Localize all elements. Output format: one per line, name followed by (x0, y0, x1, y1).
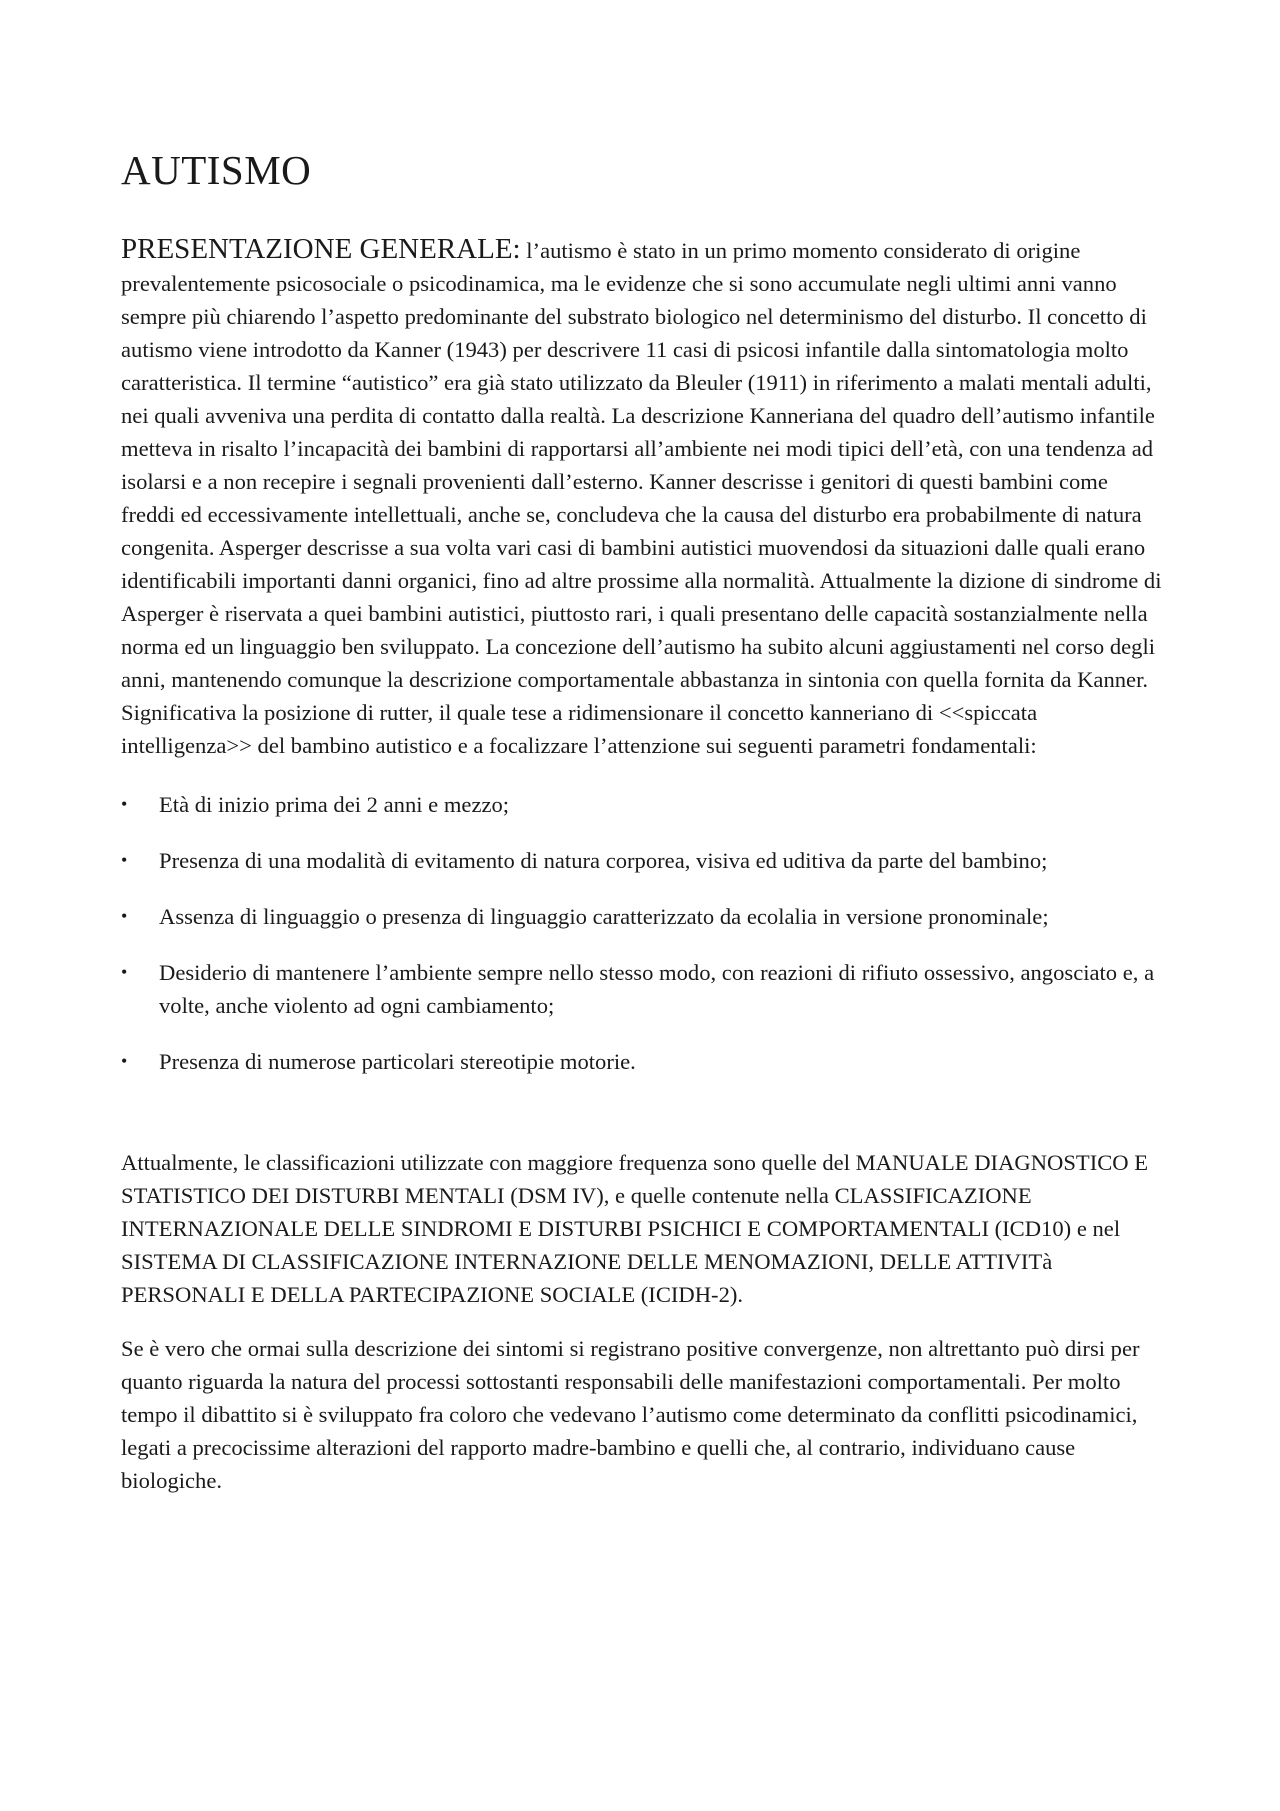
bullet-icon: • (121, 906, 128, 927)
classifications-paragraph: Attualmente, le classificazioni utilizzate con maggiore frequenza sono quelle del MANUALE DIAGNOSTICO E STATISTICO DEI DISTURBI MENTALI (DSM IV), e quelle contenute nella CLASSIFICAZIONE INTERNAZIONALE DELLE SINDROMI E DISTURBI PSICHICI E COMPORTAMENTALI (ICD10) e nel SISTEMA DI CLASSIFICAZIONE INTERNAZIONE DELLE MENOMAZIONI, DELLE ATTIVITà PERSONALI E DELLA PARTECIPAZIONE SOCIALE (ICIDH-2). (121, 1150, 1149, 1308)
list-item (121, 844, 1167, 877)
list-item-text: Presenza di numerose particolari stereotipie motorie. (159, 1049, 636, 1075)
list-item (121, 1045, 1167, 1078)
intro-text: l’autismo è stato in un primo momento considerato di origine prevalentemente psicosociale o psicodinamica, ma le evidenze che si sono accumulate negli ultimi anni vanno sempre più chiarendo l’aspetto predominante del substrato biologico nel determinismo del disturbo. Il concetto di autismo viene introdotto da Kanner (1943) per descrivere 11 casi di psicosi infantile dalla sintomatologia molto caratteristica. Il termine “autistico” era già stato utilizzato da Bleuler (1911) in riferimento a malati mentali adulti, nei quali avveniva una perdita di contatto dalla realtà. La descrizione Kanneriana del quadro dell’autismo infantile metteva in risalto l’incapacità dei bambini di rapportarsi all’ambiente nei modi tipici dell’età, con una tendenza ad isolarsi e a non recepire i segnali provenienti dall’esterno. Kanner descrisse i genitori di questi bambini come freddi ed eccessivamente intellettuali, anche se, concludeva che la causa del disturbo era probabilmente di natura congenita. Asperger descrisse a sua volta vari casi di bambini autistici muovendosi da situazioni dalle quali erano identificabili importanti danni organici, fino ad altre prossime alla normalità. Attualmente la dizione di sindrome di Asperger è riservata a quei bambini autistici, piuttosto rari, i quali presentano delle capacità sostanzialmente nella norma ed un linguaggio ben sviluppato. La concezione dell’autismo ha subito alcuni aggiustamenti nel corso degli anni, mantenendo comunque la descrizione comportamentale abbastanza in sintonia con quella fornita da Kanner. Significativa la posizione di rutter, il quale tese a ridimensionare il concetto kanneriano di <<spiccata intelligenza>> del bambino autistico e a focalizzare l’attenzione sui seguenti parametri fondamentali: (121, 238, 1162, 759)
list-item-text: Assenza di linguaggio o presenza di linguaggio caratterizzato da ecolalia in versione pronominale; (159, 904, 1049, 930)
bullet-icon: • (121, 850, 128, 871)
page-title: AUTISMO (121, 147, 312, 193)
intro-paragraph (121, 233, 1167, 762)
bullet-icon: • (121, 1051, 128, 1072)
list-item-text: Età di inizio prima dei 2 anni e mezzo; (159, 792, 510, 818)
list-item-text: Desiderio di mantenere l’ambiente sempre nello stesso modo, con reazioni di rifiuto ossessivo, angosciato e, a volte, anche violento ad ogni cambiamento; (159, 960, 1155, 1019)
parameters-list (121, 788, 1167, 1078)
list-item (121, 956, 1167, 1022)
document-page (121, 146, 1167, 1497)
bullet-icon: • (121, 962, 128, 983)
list-item (121, 788, 1167, 821)
intro-lead-heading: PRESENTAZIONE GENERALE: (121, 233, 521, 266)
bullet-icon: • (121, 794, 128, 815)
debate-paragraph: Se è vero che ormai sulla descrizione dei sintomi si registrano positive convergenze, non altrettanto può dirsi per quanto riguarda la natura del processi sottostanti responsabili delle manifestazioni comportamentali. Per molto tempo il dibattito si è sviluppato fra coloro che vedevano l’autismo come determinato da conflitti psicodinamici, legati a precocissime alterazioni del rapporto madre-bambino e quelli che, al contrario, individuano cause biologiche. (121, 1336, 1140, 1494)
list-item (121, 900, 1167, 933)
list-item-text: Presenza di una modalità di evitamento di natura corporea, visiva ed uditiva da parte del bambino; (159, 848, 1048, 874)
